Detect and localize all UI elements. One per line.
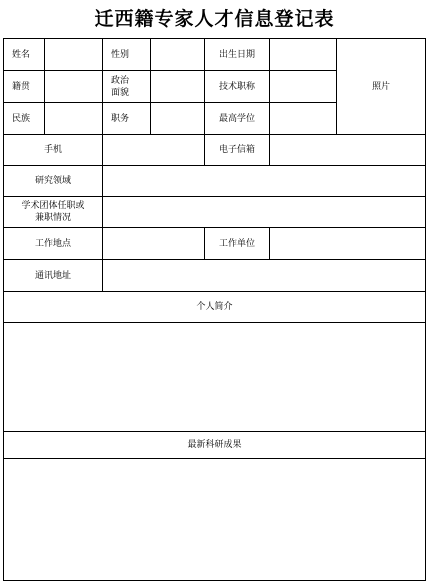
ethnicity-field[interactable] (45, 103, 103, 135)
birth-date-field[interactable] (270, 39, 337, 71)
work-location-label: 工作地点 (4, 228, 103, 260)
work-unit-label: 工作单位 (205, 228, 270, 260)
native-place-field[interactable] (45, 71, 103, 103)
highest-degree-field[interactable] (270, 103, 337, 135)
name-field[interactable] (45, 39, 103, 71)
position-field[interactable] (151, 103, 205, 135)
academic-roles-field[interactable] (103, 197, 426, 228)
native-place-label: 籍贯 (4, 71, 45, 103)
ethnicity-label: 民族 (4, 103, 45, 135)
research-field-field[interactable] (103, 166, 426, 197)
gender-label: 性别 (103, 39, 151, 71)
position-label: 职务 (103, 103, 151, 135)
birth-date-label: 出生日期 (205, 39, 270, 71)
mobile-label: 手机 (4, 135, 103, 166)
work-unit-field[interactable] (270, 228, 426, 260)
personal-profile-field[interactable] (4, 323, 426, 432)
highest-degree-label: 最高学位 (205, 103, 270, 135)
registration-form (3, 38, 426, 581)
technical-title-field[interactable] (270, 71, 337, 103)
political-status-label: 政治 面貌 (103, 71, 151, 103)
personal-profile-label: 个人简介 (4, 292, 426, 323)
mailing-address-label: 通讯地址 (4, 260, 103, 292)
latest-research-field[interactable] (4, 459, 426, 581)
mobile-field[interactable] (103, 135, 205, 166)
email-label: 电子信箱 (205, 135, 270, 166)
mailing-address-field[interactable] (103, 260, 426, 292)
gender-field[interactable] (151, 39, 205, 71)
name-label: 姓名 (4, 39, 45, 71)
work-location-field[interactable] (103, 228, 205, 260)
photo-label: 照片 (371, 81, 390, 92)
political-status-field[interactable] (151, 71, 205, 103)
latest-research-label: 最新科研成果 (4, 432, 426, 459)
academic-roles-label: 学术团体任职或 兼职情况 (4, 197, 103, 228)
form-title: 迁西籍专家人才信息登记表 (94, 8, 335, 30)
technical-title-label: 技术职称 (205, 71, 270, 103)
email-field[interactable] (270, 135, 426, 166)
research-field-label: 研究领域 (4, 166, 103, 197)
photo-box[interactable] (337, 39, 426, 135)
